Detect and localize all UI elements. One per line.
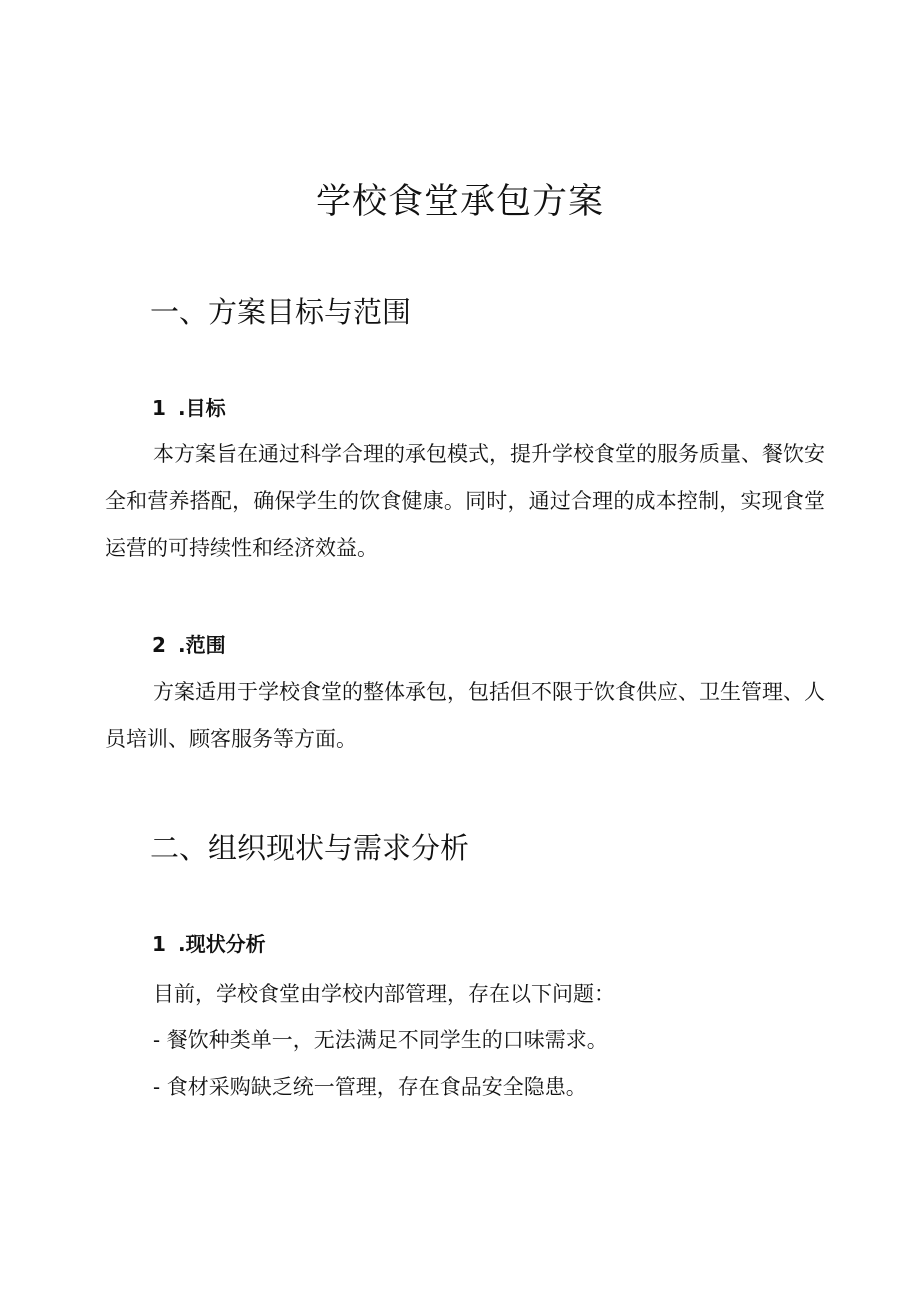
section-1-2-number: 2 [152,633,166,657]
section-2-heading: 二、组织现状与需求分析 [150,831,470,865]
section-1-2-label: .范围 [178,633,226,657]
document-title: 学校食堂承包方案 [315,182,604,222]
section-1-1-label: .目标 [178,396,226,420]
section-2-1-label: .现状分析 [178,932,266,956]
section-1-1-heading [152,393,226,423]
section-1-heading: 一、方案目标与范围 [150,295,412,329]
issue-list-item: - 食材采购缺乏统一管理，存在食品安全隐患。 [153,1075,587,1099]
section-1-1-number: 1 [152,396,166,420]
section-1-2-heading [152,630,226,660]
section-2-1-heading [152,929,266,959]
section-1-2-paragraph: 方案适用于学校食堂的整体承包，包括但不限于饮食供应、卫生管理、人员培训、顾客服务等方面。 [105,680,825,751]
issue-list-item: - 餐饮种类单一，无法满足不同学生的口味需求。 [153,1028,608,1052]
section-2-1-number: 1 [152,932,166,956]
section-1-1-paragraph: 本方案旨在通过科学合理的承包模式，提升学校食堂的服务质量、餐饮安全和营养搭配，确保学生的饮食健康。同时，通过合理的成本控制，实现食堂运营的可持续性和经济效益。 [105,442,825,560]
section-2-1-intro: 目前，学校食堂由学校内部管理，存在以下问题： [153,982,615,1006]
